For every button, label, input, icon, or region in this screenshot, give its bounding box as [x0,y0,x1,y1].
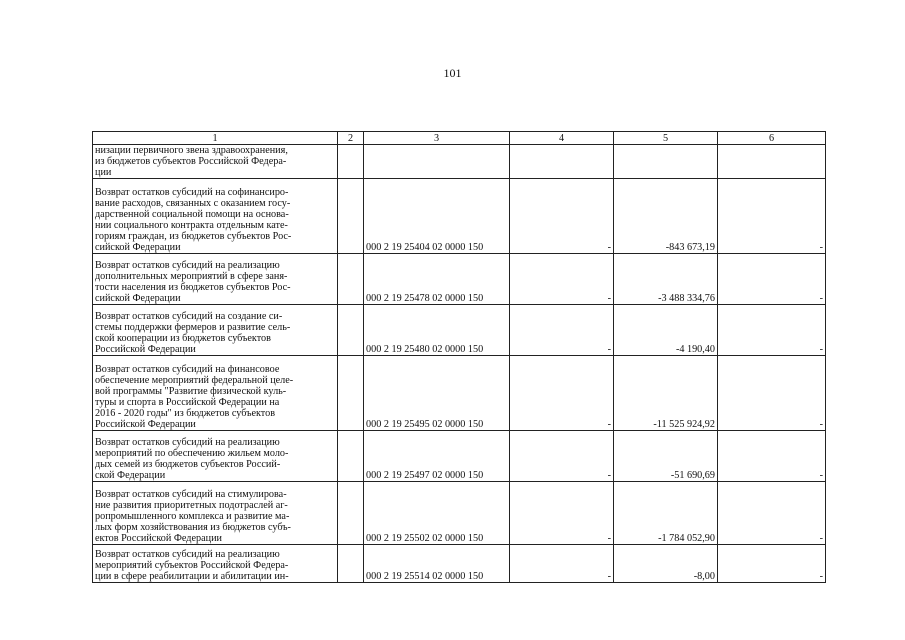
row-name-line: Российской Федерации [95,344,196,355]
row-name [93,545,338,583]
cell-col4: - [510,179,614,254]
row-name-line: низации первичного звена здравоохранения, [95,145,288,156]
cell-col4: - [510,305,614,356]
row-name-line: ние развития приоритетных подотраслей аг- [95,500,288,511]
row-name-line: дарственной социальной помощи на основа- [95,209,289,220]
cell-code: 000 2 19 25514 02 0000 150 [364,545,510,583]
cell-col2 [338,179,364,254]
cell-col2 [338,545,364,583]
cell-amount [614,145,718,179]
cell-col6: - [718,482,826,545]
row-name [93,305,338,356]
row-name-line: вание расходов, связанных с оказанием госу- [95,198,291,209]
row-name-line: сийской Федерации [95,293,181,304]
table-row [93,356,826,431]
row-name-line: из бюджетов субъектов Российской Федера- [95,156,287,167]
cell-col4: - [510,431,614,482]
cell-col2 [338,305,364,356]
row-name-line: сийской Федерации [95,242,181,253]
cell-col2 [338,482,364,545]
table-row [93,482,826,545]
row-name [93,431,338,482]
cell-amount: -51 690,69 [614,431,718,482]
cell-amount: -843 673,19 [614,179,718,254]
row-name-line: Возврат остатков субсидий на финансовое [95,364,280,375]
table-row [93,305,826,356]
cell-code: 000 2 19 25404 02 0000 150 [364,179,510,254]
cell-col6: - [718,356,826,431]
row-name-line: ции [95,167,112,178]
row-name-line: мероприятий по обеспечению жильем моло- [95,448,289,459]
column-header-3: 3 [364,132,510,145]
column-header-6: 6 [718,132,826,145]
cell-code [364,145,510,179]
row-name-line: дых семей из бюджетов субъектов Россий- [95,459,281,470]
row-name-line: Возврат остатков субсидий на реализацию [95,549,280,560]
row-name-line: ектов Российской Федерации [95,533,222,544]
cell-col6 [718,145,826,179]
table-row [93,254,826,305]
row-name-line: ской кооперации из бюджетов субъектов [95,333,271,344]
row-name-line: дополнительных мероприятий в сфере заня- [95,271,288,282]
row-name-line: Возврат остатков субсидий на реализацию [95,437,280,448]
cell-col4: - [510,545,614,583]
row-name-line: 2016 - 2020 годы" из бюджетов субъектов [95,408,276,419]
row-name-line: Российской Федерации [95,419,196,430]
cell-col4: - [510,254,614,305]
row-name-line: вой программы "Развитие физической куль- [95,386,287,397]
cell-code: 000 2 19 25478 02 0000 150 [364,254,510,305]
cell-amount: -8,00 [614,545,718,583]
cell-code: 000 2 19 25480 02 0000 150 [364,305,510,356]
cell-col2 [338,254,364,305]
cell-col4: - [510,356,614,431]
row-name [93,482,338,545]
row-name-line: стемы поддержки фермеров и развитие сель- [95,322,291,333]
cell-col2 [338,431,364,482]
column-header-2: 2 [338,132,364,145]
column-header-4: 4 [510,132,614,145]
row-name [93,145,338,179]
cell-col6: - [718,545,826,583]
row-name-line: лых форм хозяйствования из бюджетов субъ- [95,522,291,533]
row-name [93,356,338,431]
cell-code: 000 2 19 25502 02 0000 150 [364,482,510,545]
cell-col6: - [718,431,826,482]
row-name-line: ропромышленного комплекса и развитие ма- [95,511,290,522]
cell-col4 [510,145,614,179]
cell-col4: - [510,482,614,545]
row-name [93,254,338,305]
row-name-line: ской Федерации [95,470,166,481]
column-header-5: 5 [614,132,718,145]
cell-col6: - [718,305,826,356]
cell-code: 000 2 19 25497 02 0000 150 [364,431,510,482]
row-name-line: мероприятий субъектов Российской Федера- [95,560,289,571]
cell-col2 [338,145,364,179]
page-number: 101 [443,66,462,80]
cell-amount: -4 190,40 [614,305,718,356]
column-header-1: 1 [93,132,338,145]
table-row [93,179,826,254]
row-name-line: обеспечение мероприятий федеральной целе- [95,375,294,386]
cell-col6: - [718,254,826,305]
row-name-line: Возврат остатков субсидий на создание си- [95,311,283,322]
row-name-line: туры и спорта в Российской Федерации на [95,397,280,408]
cell-amount: -1 784 052,90 [614,482,718,545]
row-name-line: нии социального контракта отдельным кате- [95,220,288,231]
row-name-line: гориям граждан, из бюджетов субъектов Рос- [95,231,292,242]
row-name-line: ции в сфере реабилитации и абилитации ин- [95,571,289,582]
cell-col2 [338,356,364,431]
table-row [93,431,826,482]
row-name-line: Возврат остатков субсидий на стимулирова- [95,489,287,500]
cell-col6: - [718,179,826,254]
cell-amount: -11 525 924,92 [614,356,718,431]
cell-code: 000 2 19 25495 02 0000 150 [364,356,510,431]
row-name-line: Возврат остатков субсидий на реализацию [95,260,280,271]
table-row [93,545,826,583]
row-name [93,179,338,254]
row-name-line: Возврат остатков субсидий на софинансиро- [95,187,289,198]
budget-table [92,131,826,583]
table-header-row [93,132,826,145]
table-row [93,145,826,179]
cell-amount: -3 488 334,76 [614,254,718,305]
row-name-line: тости населения из бюджетов субъектов Рос- [95,282,291,293]
